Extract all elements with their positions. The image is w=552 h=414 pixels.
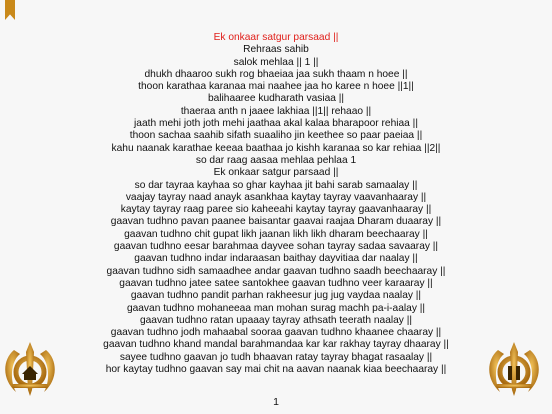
verse-line: vaajay tayray naad anayk asankhaa kaytay tayray vaavanhaaray ||	[125, 191, 427, 203]
verse-line: Rehraas sahib	[243, 44, 309, 56]
verse-line: gaavan tudhno ratan upaaay tayray athsath teerath naalay ||	[139, 314, 413, 326]
verse-line: dhukh dhaaroo sukh rog bhaeiaa jaa sukh thaam n hoee ||	[144, 68, 408, 80]
verse-line: kaytay tayray raag paree sio kaheeahi kaytay tayray gaavanhaaray ||	[120, 204, 432, 216]
home-button[interactable]	[0, 340, 60, 398]
verse-line: jaath mehi joth joth mehi jaathaa akal kalaa bharapoor rehiaa ||	[134, 118, 418, 130]
title-line: Ek onkaar satgur parsaad ||	[213, 32, 339, 43]
verse-line: so dar tayraa kayhaa so ghar kayhaa jit bahi sarab samaalay ||	[134, 179, 418, 191]
verse-line: salok mehlaa || 1 ||	[233, 56, 319, 68]
verse-line: sayee tudhno gaavan jo tudh bhaavan ratay tayray bhagat rasaalay ||	[119, 351, 433, 363]
verse-line: hor kaytay tudhno gaavan say mai chit na aavan naanak kiaa beechaaray ||	[105, 364, 447, 376]
khanda-pause-icon	[484, 340, 544, 398]
verse-line: thoon karathaa karanaa mai naahee jaa ho karee n hoee ||1||	[138, 81, 414, 93]
verse-line: gaavan tudhno eesar barahmaa dayvee sohan tayray sadaa savaaray ||	[113, 241, 439, 253]
verse-line: thoon sachaa saahib sifath suaaliho jin keethee so paar paeiaa ||	[129, 130, 423, 142]
verse-line: gaavan tudhno jatee satee santokhee gaavan tudhno veer karaaray ||	[119, 277, 433, 289]
khanda-home-icon	[0, 340, 60, 398]
bookmark-icon[interactable]	[5, 0, 15, 20]
verse-line: gaavan tudhno sidh samaadhee andar gaavan tudhno saadh beechaaray ||	[106, 265, 446, 277]
verse-line: kahu naanak karathae keeaa baathaa jo kishh karanaa so kar rehiaa ||2||	[111, 142, 441, 154]
verse-line: gaavan tudhno jodh mahaabal sooraa gaavan tudhno khaanee chaaray ||	[110, 327, 442, 339]
rehraas-text	[0, 32, 552, 376]
verse-line: gaavan tudhno pavan paanee baisantar gaavai raajaa Dharam duaaray ||	[110, 216, 442, 228]
verse-line: gaavan tudhno khand mandal barahmandaa kar kar rakhay tayray dhaaray ||	[103, 339, 449, 351]
verse-line: balihaaree kudharath vasiaa ||	[207, 93, 345, 105]
verse-line: gaavan tudhno chit gupat likh jaanan likh likh dharam beechaaray ||	[124, 228, 428, 240]
verse-line: so dar raag aasaa mehlaa pehlaa 1	[195, 154, 357, 166]
verse-line: gaavan tudhno mohaneeaa man mohan surag machh pa-i-aalay ||	[126, 302, 426, 314]
verse-line: thaeraa anth n jaaee lakhiaa ||1|| rehaao ||	[180, 105, 372, 117]
verse-line: Ek onkaar satgur parsaad ||	[213, 167, 339, 179]
verse-line: gaavan tudhno pandit parhan rakheesur jug jug vaydaa naalay ||	[130, 290, 422, 302]
pause-button[interactable]	[484, 340, 544, 398]
page-number: 1	[273, 396, 279, 408]
verse-line: gaavan tudhno indar indaraasan baithay dayvitiaa dar naalay ||	[134, 253, 418, 265]
